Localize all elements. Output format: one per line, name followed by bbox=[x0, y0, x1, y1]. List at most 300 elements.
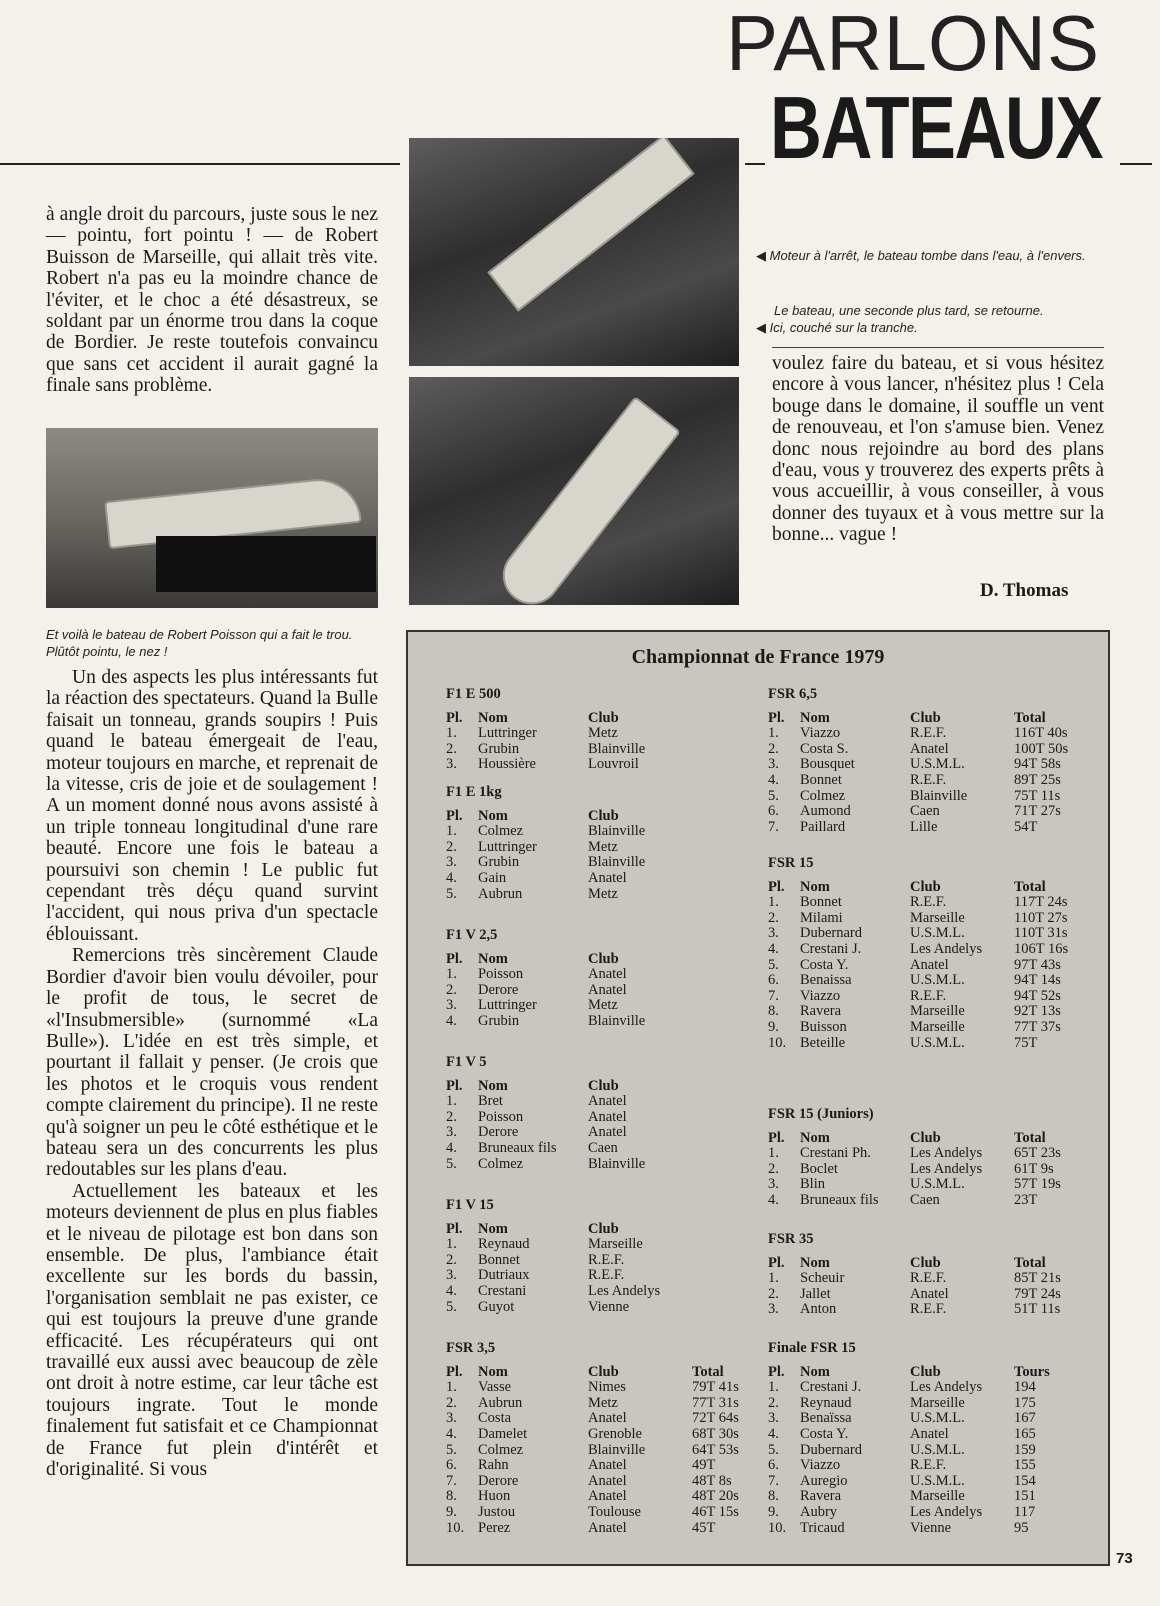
result-club: Anatel bbox=[910, 956, 949, 973]
result-club: U.S.M.L. bbox=[910, 925, 965, 942]
result-place: 4. bbox=[446, 869, 457, 886]
result-name: Huon bbox=[478, 1488, 511, 1505]
result-place: 2. bbox=[768, 740, 779, 757]
result-place: 9. bbox=[768, 1018, 779, 1035]
result-place: 5. bbox=[768, 956, 779, 973]
results-row bbox=[768, 942, 1094, 958]
photo-caption: Le bateau, une seconde plus tard, se retourne. bbox=[774, 303, 1044, 318]
results-group bbox=[446, 928, 692, 1030]
result-place: 3. bbox=[446, 1410, 457, 1427]
result-name: Reynaud bbox=[800, 1394, 852, 1411]
col-header-total: Tours bbox=[1014, 1363, 1050, 1380]
header-rule bbox=[0, 163, 400, 165]
result-name: Crestani Ph. bbox=[800, 1145, 871, 1162]
result-name: Scheuir bbox=[800, 1270, 845, 1287]
results-row bbox=[768, 973, 1094, 989]
results-group bbox=[446, 1198, 692, 1315]
result-name: Aubry bbox=[800, 1503, 838, 1520]
results-row bbox=[768, 1474, 1094, 1490]
result-name: Aubrun bbox=[478, 885, 523, 902]
result-place: 1. bbox=[768, 725, 779, 742]
result-name: Buisson bbox=[800, 1018, 847, 1035]
result-club: Metz bbox=[588, 1394, 618, 1411]
result-place: 4. bbox=[768, 1425, 779, 1442]
result-total: 100T 50s bbox=[1014, 740, 1069, 757]
photo-caption: Et voilà le bateau de Robert Poisson qui a fait le trou. Plûtôt pointu, le nez ! bbox=[46, 627, 353, 659]
results-row bbox=[768, 1302, 1094, 1318]
col-header-pl: Pl. bbox=[446, 950, 463, 967]
col-header-pl: Pl. bbox=[768, 1254, 785, 1271]
results-group bbox=[446, 785, 692, 902]
result-place: 8. bbox=[768, 1488, 779, 1505]
result-club: Marseille bbox=[910, 1488, 965, 1505]
result-place: 3. bbox=[446, 1124, 457, 1141]
result-name: Costa bbox=[478, 1410, 512, 1427]
col-header-total: Total bbox=[692, 1363, 724, 1380]
results-header-row bbox=[768, 880, 1094, 896]
result-club: R.E.F. bbox=[910, 1457, 947, 1474]
results-row bbox=[768, 1162, 1094, 1178]
result-total: 159 bbox=[1014, 1441, 1036, 1458]
results-row bbox=[446, 1396, 772, 1412]
col-header-pl: Pl. bbox=[446, 1220, 463, 1237]
result-club: Anatel bbox=[910, 740, 949, 757]
result-club: Anatel bbox=[910, 1285, 949, 1302]
result-total: 57T 19s bbox=[1014, 1176, 1061, 1193]
results-row bbox=[446, 1284, 692, 1300]
results-row bbox=[768, 911, 1094, 927]
result-place: 10. bbox=[768, 1034, 787, 1051]
result-total: 92T 13s bbox=[1014, 1003, 1061, 1020]
results-group-title: FSR 15 bbox=[768, 855, 814, 871]
col-header-total: Total bbox=[1014, 1254, 1046, 1271]
col-header-pl: Pl. bbox=[446, 807, 463, 824]
result-place: 5. bbox=[446, 885, 457, 902]
result-place: 4. bbox=[446, 1012, 457, 1029]
result-place: 4. bbox=[446, 1425, 457, 1442]
result-place: 4. bbox=[768, 940, 779, 957]
header-rule bbox=[745, 163, 765, 165]
result-name: Reynaud bbox=[478, 1236, 530, 1253]
result-name: Poisson bbox=[478, 1108, 524, 1125]
result-total: 167 bbox=[1014, 1410, 1036, 1427]
result-place: 4. bbox=[446, 1282, 457, 1299]
results-row bbox=[446, 742, 692, 758]
result-club: Anatel bbox=[588, 966, 627, 983]
result-name: Dutriaux bbox=[478, 1267, 530, 1284]
result-place: 6. bbox=[446, 1457, 457, 1474]
result-name: Grubin bbox=[478, 740, 520, 757]
result-name: Luttringer bbox=[478, 997, 537, 1014]
result-name: Colmez bbox=[478, 1155, 524, 1172]
result-place: 1. bbox=[768, 1379, 779, 1396]
result-name: Derore bbox=[478, 981, 519, 998]
result-name: Luttringer bbox=[478, 725, 537, 742]
results-row bbox=[446, 1253, 692, 1269]
results-header-row bbox=[446, 1079, 692, 1095]
result-total: 77T 31s bbox=[692, 1394, 739, 1411]
result-club: Les Andelys bbox=[910, 1503, 983, 1520]
result-club: Blainville bbox=[588, 1155, 646, 1172]
results-row bbox=[446, 1141, 692, 1157]
result-name: Bruneaux fils bbox=[800, 1191, 879, 1208]
result-place: 9. bbox=[446, 1503, 457, 1520]
header-rule bbox=[1120, 163, 1152, 165]
results-row bbox=[446, 757, 692, 773]
col-header-nom: Nom bbox=[478, 709, 508, 726]
col-header-club: Club bbox=[910, 878, 941, 895]
col-header-nom: Nom bbox=[478, 1363, 508, 1380]
results-group bbox=[768, 1341, 1094, 1536]
results-row bbox=[446, 1110, 692, 1126]
results-row bbox=[768, 789, 1094, 805]
results-row bbox=[768, 1271, 1094, 1287]
result-name: Colmez bbox=[800, 787, 846, 804]
result-total: 77T 37s bbox=[1014, 1018, 1061, 1035]
article-paragraph: Actuellement les bateaux et les moteurs deviennent de plus en plus fiables et le niveau de pilotage est bon dans son ensemble. De plus, l'ambiance était excellente sur les bords du bassin, l'organisation semblait ne pas exister, ce qui est toujours la preuve d'une grande efficacité. Les récupérateurs qui ont travaillé eux aussi avec beaucoup de zèle ont droit à notre estime, car leur tâche est toujours ingrate. Tout le monde finalement fut satisfait et ce Championnat de France fut plein d'intérêt et d'originalité. Si vous bbox=[46, 1180, 378, 1481]
col-header-club: Club bbox=[588, 1220, 619, 1237]
result-name: Bruneaux fils bbox=[478, 1139, 557, 1156]
result-place: 3. bbox=[446, 756, 457, 773]
results-row bbox=[768, 1287, 1094, 1303]
result-place: 5. bbox=[768, 787, 779, 804]
result-place: 6. bbox=[768, 803, 779, 820]
result-total: 51T 11s bbox=[1014, 1301, 1061, 1318]
results-row bbox=[446, 871, 692, 887]
results-row bbox=[446, 983, 692, 999]
results-group bbox=[768, 687, 1094, 835]
result-place: 1. bbox=[446, 966, 457, 983]
result-place: 1. bbox=[446, 823, 457, 840]
result-place: 3. bbox=[768, 1301, 779, 1318]
result-club: Anatel bbox=[588, 1519, 627, 1536]
result-club: Anatel bbox=[588, 1488, 627, 1505]
result-place: 6. bbox=[768, 1457, 779, 1474]
result-place: 4. bbox=[446, 1139, 457, 1156]
col-header-nom: Nom bbox=[478, 1077, 508, 1094]
result-club: Les Andelys bbox=[588, 1282, 661, 1299]
results-row bbox=[446, 1489, 772, 1505]
result-club: U.S.M.L. bbox=[910, 1441, 965, 1458]
results-group bbox=[768, 1232, 1094, 1318]
result-total: 71T 27s bbox=[1014, 803, 1061, 820]
col-header-club: Club bbox=[588, 709, 619, 726]
result-name: Costa Y. bbox=[800, 1425, 849, 1442]
result-club: Caen bbox=[588, 1139, 618, 1156]
result-club: Anatel bbox=[588, 1410, 627, 1427]
result-name: Damelet bbox=[478, 1425, 528, 1442]
results-row bbox=[446, 998, 692, 1014]
result-club: Anatel bbox=[588, 1124, 627, 1141]
result-total: 61T 9s bbox=[1014, 1160, 1054, 1177]
results-group bbox=[446, 687, 692, 773]
result-name: Beteille bbox=[800, 1034, 846, 1051]
result-name: Blin bbox=[800, 1176, 825, 1193]
results-row bbox=[768, 1004, 1094, 1020]
result-club: U.S.M.L. bbox=[910, 1034, 965, 1051]
results-row bbox=[446, 1380, 772, 1396]
section-title-bateaux: BATEAUX bbox=[770, 78, 1102, 177]
results-row bbox=[446, 1268, 692, 1284]
photo-caption: ◀ Ici, couché sur la tranche. bbox=[756, 320, 918, 335]
results-group-title: F1 V 5 bbox=[446, 1054, 487, 1070]
results-row bbox=[768, 1177, 1094, 1193]
article-paragraph: à angle droit du parcours, juste sous le nez — pointu, fort pointu ! — de Robert Buisson de Marseille, qui allait très vite. Robert n'a pas eu la moindre chance de l'éviter, et le choc a été désastreux, se soldant par un énorme trou dans la coque de Bordier. Je reste toutefois convaincu que sans cet accident il aurait gagné la finale sans problème. bbox=[46, 204, 378, 397]
result-name: Crestani bbox=[478, 1282, 527, 1299]
results-row bbox=[768, 1411, 1094, 1427]
result-total: 151 bbox=[1014, 1488, 1036, 1505]
result-club: U.S.M.L. bbox=[910, 1410, 965, 1427]
result-name: Derore bbox=[478, 1124, 519, 1141]
col-header-nom: Nom bbox=[800, 1363, 830, 1380]
results-group-title: F1 V 15 bbox=[446, 1197, 494, 1213]
result-place: 1. bbox=[768, 1145, 779, 1162]
results-row bbox=[446, 726, 692, 742]
result-name: Viazzo bbox=[800, 1457, 841, 1474]
results-row bbox=[768, 926, 1094, 942]
results-row bbox=[768, 1396, 1094, 1412]
result-total: 72T 64s bbox=[692, 1410, 739, 1427]
result-club: Vienne bbox=[588, 1298, 630, 1315]
result-total: 75T 11s bbox=[1014, 787, 1061, 804]
result-club: Caen bbox=[910, 1191, 940, 1208]
result-club: Marseille bbox=[910, 1018, 965, 1035]
result-place: 1. bbox=[768, 894, 779, 911]
result-club: Metz bbox=[588, 725, 618, 742]
results-row bbox=[768, 1036, 1094, 1052]
result-total: 194 bbox=[1014, 1379, 1036, 1396]
results-group-title: FSR 15 (Juniors) bbox=[768, 1106, 874, 1122]
results-row bbox=[446, 1458, 772, 1474]
result-name: Boclet bbox=[800, 1160, 838, 1177]
result-club: Anatel bbox=[588, 981, 627, 998]
result-club: U.S.M.L. bbox=[910, 972, 965, 989]
result-place: 3. bbox=[768, 1176, 779, 1193]
result-total: 54T bbox=[1014, 818, 1038, 835]
result-place: 3. bbox=[446, 997, 457, 1014]
col-header-nom: Nom bbox=[478, 1220, 508, 1237]
result-club: Anatel bbox=[588, 1093, 627, 1110]
col-header-club: Club bbox=[588, 1077, 619, 1094]
result-place: 1. bbox=[768, 1270, 779, 1287]
results-group-title: FSR 3,5 bbox=[446, 1340, 496, 1356]
results-header-row bbox=[768, 711, 1094, 727]
results-row bbox=[768, 804, 1094, 820]
result-club: R.E.F. bbox=[910, 725, 947, 742]
result-place: 2. bbox=[446, 1251, 457, 1268]
photo-boat-upside-down bbox=[409, 138, 739, 366]
results-row bbox=[768, 742, 1094, 758]
result-total: 106T 16s bbox=[1014, 940, 1069, 957]
result-club: Anatel bbox=[588, 1472, 627, 1489]
result-place: 2. bbox=[768, 1394, 779, 1411]
results-table-box bbox=[406, 630, 1110, 1566]
article-left-column bbox=[46, 667, 378, 1480]
result-total: 155 bbox=[1014, 1457, 1036, 1474]
results-row bbox=[446, 1521, 772, 1537]
result-club: Grenoble bbox=[588, 1425, 642, 1442]
result-club: Marseille bbox=[910, 1003, 965, 1020]
result-club: Metz bbox=[588, 838, 618, 855]
author-signature: D. Thomas bbox=[980, 580, 1069, 601]
result-total: 79T 24s bbox=[1014, 1285, 1061, 1302]
results-group-title: Finale FSR 15 bbox=[768, 1340, 856, 1356]
result-club: Anatel bbox=[910, 1425, 949, 1442]
results-header-row bbox=[446, 809, 692, 825]
result-name: Aubrun bbox=[478, 1394, 523, 1411]
results-row bbox=[446, 1094, 692, 1110]
col-header-club: Club bbox=[910, 709, 941, 726]
result-name: Derore bbox=[478, 1472, 519, 1489]
results-header-row bbox=[446, 1365, 772, 1381]
result-place: 3. bbox=[446, 854, 457, 871]
result-total: 154 bbox=[1014, 1472, 1036, 1489]
results-row bbox=[446, 1300, 692, 1316]
result-total: 97T 43s bbox=[1014, 956, 1061, 973]
results-row bbox=[446, 1237, 692, 1253]
result-name: Guyot bbox=[478, 1298, 515, 1315]
results-row bbox=[446, 1474, 772, 1490]
results-row bbox=[446, 887, 692, 903]
col-header-nom: Nom bbox=[478, 950, 508, 967]
results-row bbox=[768, 1505, 1094, 1521]
results-row bbox=[768, 1193, 1094, 1209]
col-header-club: Club bbox=[910, 1254, 941, 1271]
results-group-title: F1 E 1kg bbox=[446, 784, 502, 800]
result-club: R.E.F. bbox=[588, 1267, 625, 1284]
result-place: 10. bbox=[446, 1519, 465, 1536]
result-place: 3. bbox=[768, 1410, 779, 1427]
result-total: 23T bbox=[1014, 1191, 1038, 1208]
result-total: 165 bbox=[1014, 1425, 1036, 1442]
result-place: 5. bbox=[446, 1155, 457, 1172]
result-name: Costa Y. bbox=[800, 956, 849, 973]
results-row bbox=[768, 773, 1094, 789]
col-header-total: Total bbox=[1014, 878, 1046, 895]
results-row bbox=[446, 824, 692, 840]
col-header-nom: Nom bbox=[800, 1129, 830, 1146]
results-row bbox=[446, 1411, 772, 1427]
col-header-nom: Nom bbox=[800, 709, 830, 726]
result-name: Colmez bbox=[478, 823, 524, 840]
result-total: 175 bbox=[1014, 1394, 1036, 1411]
results-group bbox=[446, 1055, 692, 1172]
result-club: Les Andelys bbox=[910, 940, 983, 957]
col-header-club: Club bbox=[588, 950, 619, 967]
result-name: Grubin bbox=[478, 854, 520, 871]
result-club: Blainville bbox=[588, 854, 646, 871]
result-club: Blainville bbox=[588, 823, 646, 840]
photo-boat-on-side bbox=[409, 377, 739, 605]
result-club: Lille bbox=[910, 818, 938, 835]
caption-rule bbox=[772, 347, 1104, 348]
result-name: Ravera bbox=[800, 1003, 842, 1020]
results-header-row bbox=[446, 711, 692, 727]
result-name: Crestani J. bbox=[800, 1379, 862, 1396]
result-place: 2. bbox=[768, 1285, 779, 1302]
result-name: Milami bbox=[800, 909, 843, 926]
result-name: Benaissa bbox=[800, 972, 852, 989]
result-total: 49T bbox=[692, 1457, 716, 1474]
result-place: 2. bbox=[446, 1108, 457, 1125]
results-header-row bbox=[768, 1256, 1094, 1272]
result-club: R.E.F. bbox=[588, 1251, 625, 1268]
col-header-pl: Pl. bbox=[768, 709, 785, 726]
results-row bbox=[768, 895, 1094, 911]
result-club: Anatel bbox=[588, 1108, 627, 1125]
section-title-parlons: PARLONS bbox=[726, 0, 1100, 87]
result-club: Blainville bbox=[910, 787, 968, 804]
result-name: Crestani J. bbox=[800, 940, 862, 957]
result-place: 4. bbox=[768, 771, 779, 788]
result-club: Blainville bbox=[588, 1012, 646, 1029]
result-total: 94T 52s bbox=[1014, 987, 1061, 1004]
result-club: Metz bbox=[588, 997, 618, 1014]
result-name: Viazzo bbox=[800, 725, 841, 742]
result-total: 116T 40s bbox=[1014, 725, 1068, 742]
result-name: Tricaud bbox=[800, 1519, 845, 1536]
result-name: Dubernard bbox=[800, 925, 863, 942]
result-club: Les Andelys bbox=[910, 1145, 983, 1162]
result-club: Louvroil bbox=[588, 756, 639, 773]
results-row bbox=[768, 820, 1094, 836]
result-name: Paillard bbox=[800, 818, 846, 835]
result-total: 94T 58s bbox=[1014, 756, 1061, 773]
col-header-club: Club bbox=[588, 1363, 619, 1380]
col-header-pl: Pl. bbox=[446, 1077, 463, 1094]
result-place: 3. bbox=[768, 756, 779, 773]
result-place: 8. bbox=[768, 1003, 779, 1020]
result-club: Metz bbox=[588, 885, 618, 902]
result-place: 7. bbox=[768, 818, 779, 835]
results-row bbox=[768, 757, 1094, 773]
result-club: Caen bbox=[910, 803, 940, 820]
result-name: Bonnet bbox=[800, 771, 842, 788]
result-club: Anatel bbox=[588, 1457, 627, 1474]
results-group-title: FSR 6,5 bbox=[768, 686, 818, 702]
result-name: Vasse bbox=[478, 1379, 512, 1396]
result-club: R.E.F. bbox=[910, 1301, 947, 1318]
results-row bbox=[768, 1427, 1094, 1443]
photo-robert-poisson-boat bbox=[46, 428, 378, 608]
results-row bbox=[768, 1521, 1094, 1537]
result-club: Nimes bbox=[588, 1379, 626, 1396]
article-paragraph: voulez faire du bateau, et si vous hésitez encore à vous lancer, n'hésitez plus ! Cela bouge dans le domaine, il souffle un vent de renouveau, et l'on s'amuse bien. Venez donc nous rejoindre au bord des plans d'eau, vous y trouverez des experts prêts à vous accueillir, à vous conseiller, à vous donner des tuyaux et à vous mettre sur la bonne... vague ! bbox=[772, 353, 1104, 546]
result-club: R.E.F. bbox=[910, 894, 947, 911]
photo-caption: ◀ Moteur à l'arrêt, le bateau tombe dans l'eau, à l'envers. bbox=[756, 248, 1086, 263]
result-club: Anatel bbox=[588, 869, 627, 886]
results-row bbox=[446, 1157, 692, 1173]
result-name: Auregio bbox=[800, 1472, 848, 1489]
result-total: 48T 20s bbox=[692, 1488, 739, 1505]
results-group bbox=[768, 1107, 1094, 1209]
results-group-title: F1 V 2,5 bbox=[446, 927, 498, 943]
col-header-nom: Nom bbox=[800, 878, 830, 895]
result-total: 89T 25s bbox=[1014, 771, 1061, 788]
col-header-pl: Pl. bbox=[446, 1363, 463, 1380]
results-group-title: FSR 35 bbox=[768, 1231, 814, 1247]
result-place: 5. bbox=[446, 1298, 457, 1315]
result-place: 1. bbox=[446, 1236, 457, 1253]
result-total: 117T 24s bbox=[1014, 894, 1068, 911]
col-header-club: Club bbox=[588, 807, 619, 824]
results-header-row bbox=[446, 952, 692, 968]
result-name: Costa S. bbox=[800, 740, 849, 757]
result-name: Aumond bbox=[800, 803, 851, 820]
result-place: 7. bbox=[446, 1472, 457, 1489]
article-left-column-top bbox=[46, 204, 378, 397]
results-row bbox=[768, 989, 1094, 1005]
